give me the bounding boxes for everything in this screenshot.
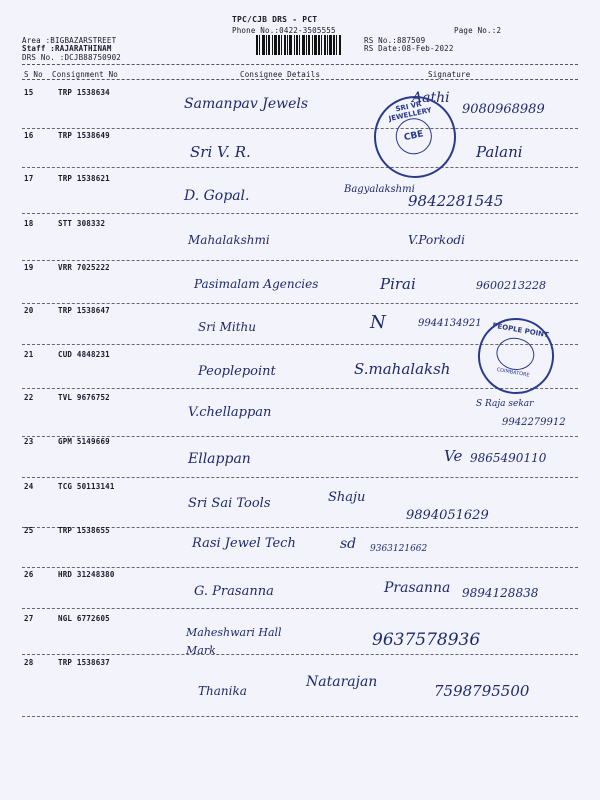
row-consignment: TRP 1538637 <box>58 658 110 667</box>
col-consignment: Consignment No <box>52 70 119 79</box>
row-divider <box>22 213 578 214</box>
row-divider <box>22 567 578 568</box>
row-phone: 9894128838 <box>462 586 539 600</box>
report-title: TPC/CJB DRS - PCT <box>232 15 318 24</box>
row-consignment: GPM 5149669 <box>58 437 110 446</box>
rs-date: RS Date:08-Feb-2022 <box>364 44 454 53</box>
row-signature: Pirai <box>380 275 416 293</box>
row-sno: 15 <box>24 88 34 97</box>
row-sno: 18 <box>24 219 34 228</box>
row-signature: Prasanna <box>384 580 451 596</box>
table-row <box>0 658 600 715</box>
row-signature: sd <box>340 536 357 552</box>
row-consignee: Ellappan <box>188 451 251 467</box>
row-sno: 25 <box>24 526 34 535</box>
col-signature: Signature <box>428 70 471 79</box>
row-consignee: Pasimalam Agencies <box>194 277 319 291</box>
row-signature: S.mahalaksh <box>354 360 451 378</box>
row-consignment: TRP 1538621 <box>58 174 110 183</box>
row-consignment: TRP 1538634 <box>58 88 110 97</box>
row-sno: 28 <box>24 658 34 667</box>
row-consignee: V.chellappan <box>188 405 272 420</box>
row-consignment: TVL 9676752 <box>58 393 110 402</box>
row-phone: 9363121662 <box>370 544 428 554</box>
row-phone: 9600213228 <box>476 279 546 292</box>
row-divider <box>22 128 578 129</box>
row-consignment: CUD 4848231 <box>58 350 110 359</box>
row-phone: 7598795500 <box>434 682 530 700</box>
row-consignee: Sri Sai Tools <box>188 496 271 511</box>
row-consignment: TRP 1538655 <box>58 526 110 535</box>
row-divider <box>22 260 578 261</box>
row-phone: 9637578936 <box>372 630 481 650</box>
row-consignee: Maheshwari Hall Mark <box>186 626 282 657</box>
row-phone: 9894051629 <box>406 508 489 523</box>
row-consignee: D. Gopal. <box>184 188 250 204</box>
row-sno: 22 <box>24 393 34 402</box>
row-consignee: Sri Mithu <box>198 320 257 334</box>
row-sno: 19 <box>24 263 34 272</box>
area-field: Area :BIGBAZARSTREET <box>22 36 117 45</box>
row-consignee: G. Prasanna <box>194 584 274 599</box>
row-consignment: TCG 50113141 <box>58 482 115 491</box>
row-divider <box>22 654 578 655</box>
row-consignment: TRP 1538647 <box>58 306 110 315</box>
row-consignment: VRR 7025222 <box>58 263 110 272</box>
phone-number: Phone No.:0422-3505555 <box>232 26 336 35</box>
row-sno: 26 <box>24 570 34 579</box>
page-header <box>0 0 600 80</box>
row-consignee: Samanpav Jewels <box>184 96 309 112</box>
row-consignment: HRD 31248380 <box>58 570 115 579</box>
row-signature: N <box>370 312 386 333</box>
row-signature: V.Porkodi <box>408 233 465 247</box>
staff-field: Staff :RAJARATHINAM <box>22 44 112 53</box>
row-phone: 9944134921 <box>418 318 482 329</box>
row-sno: 27 <box>24 614 34 623</box>
row-consignee: Thanika <box>198 684 247 698</box>
page-number: Page No.:2 <box>454 26 502 35</box>
barcode <box>256 35 352 55</box>
row-consignee: Peoplepoint <box>198 364 276 379</box>
row-phone: 9942279912 <box>502 417 566 428</box>
stamp-ring-text: SRI VR JEWELLERY <box>388 100 433 123</box>
row-consignment: NGL 6772605 <box>58 614 110 623</box>
row-divider <box>22 716 578 717</box>
row-divider <box>22 303 578 304</box>
stamp2-ring-text: PEOPLE POINT <box>491 321 550 340</box>
row-consignment: STT 308332 <box>58 219 106 228</box>
row-signature: Palani <box>476 143 523 161</box>
row-consignee: Rasi Jewel Tech <box>192 536 296 551</box>
row-divider <box>22 477 578 478</box>
row-signature: S Raja sekar <box>476 399 534 409</box>
row-signature: Aathi <box>412 90 450 106</box>
row-consignment: TRP 1538649 <box>58 131 110 140</box>
row-consignee: Mahalakshmi <box>188 233 270 247</box>
header-divider-bottom <box>22 79 578 80</box>
col-sno: S No <box>24 70 43 79</box>
row-signature: Bagyalakshmi <box>344 184 415 195</box>
row-signature: Natarajan <box>306 674 378 690</box>
row-consignee: Sri V. R. <box>190 143 251 161</box>
row-signature: Ve <box>444 447 463 465</box>
stamp2-sub-text: COIMBATORE <box>496 366 530 379</box>
row-sno: 23 <box>24 437 34 446</box>
row-phone: 9842281545 <box>408 192 504 210</box>
drs-number: DRS No. :DCJB88750902 <box>22 53 122 62</box>
row-sno: 17 <box>24 174 34 183</box>
row-signature: Shaju <box>328 490 366 505</box>
row-phone: 9080968989 <box>462 102 545 117</box>
row-phone: 9865490110 <box>470 451 547 465</box>
row-sno: 20 <box>24 306 34 315</box>
header-divider-top <box>22 64 578 65</box>
row-sno: 21 <box>24 350 34 359</box>
row-sno: 24 <box>24 482 34 491</box>
row-divider <box>22 167 578 168</box>
stamp-center-text: CBE <box>392 115 435 158</box>
rs-number: RS No.:887509 <box>364 36 426 45</box>
col-consignee: Consignee Details <box>240 70 321 79</box>
row-divider <box>22 608 578 609</box>
row-sno: 16 <box>24 131 34 140</box>
